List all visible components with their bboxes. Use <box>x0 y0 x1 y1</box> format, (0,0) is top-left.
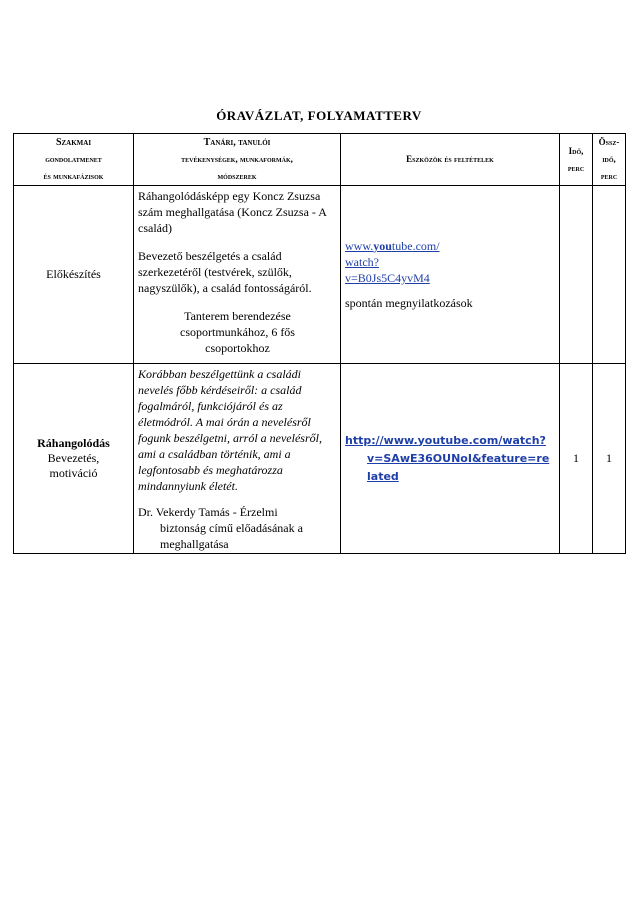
activity-text: Dr. Vekerdy Tamás - Érzelmi <box>138 505 278 519</box>
tools-note: spontán megnyilatkozások <box>345 296 473 310</box>
header-activities <box>134 134 341 186</box>
phase-cell <box>14 364 134 554</box>
header-time-line1: Idő, <box>568 145 584 156</box>
activity-text: meghallgatása <box>160 537 229 551</box>
youtube-link[interactable]: www.youtube.com/ watch? v=B0Js5C4yvM4 <box>345 239 440 285</box>
header-phases-line3: és munkafázisok <box>43 171 104 181</box>
phase-label: Ráhangolódás <box>37 436 110 450</box>
total-time-cell <box>593 186 626 364</box>
header-phases-line1: Szakmai <box>55 137 92 148</box>
activity-text: Ráhangolódásképp egy Koncz Zsuzsa szám meghallgatása (Koncz Zsuzsa - A család) <box>138 189 327 235</box>
header-activities-line3: módszerek <box>217 171 257 181</box>
header-total-line2: idő, <box>602 154 616 164</box>
header-activities-line1: Tanári, tanulói <box>203 137 271 148</box>
header-phases <box>14 134 134 186</box>
phase-sublabel: motiváció <box>49 466 98 480</box>
tools-cell <box>341 186 560 364</box>
youtube-link[interactable]: http://www.youtube.com/watch? v=SAwE36OUNoI&feature=re lated <box>345 433 550 483</box>
activity-cell <box>134 186 341 364</box>
header-total-line3: perc <box>600 171 618 181</box>
activity-text: biztonság című előadásának a <box>160 521 303 535</box>
tools-cell <box>341 364 560 554</box>
header-phases-line2: gondolatmenet <box>45 154 102 164</box>
phase-sublabel: Bevezetés, <box>47 451 100 465</box>
time-cell <box>560 186 593 364</box>
header-time <box>560 134 593 186</box>
header-total-time <box>593 134 626 186</box>
phase-cell <box>14 186 134 364</box>
header-time-line2: perc <box>567 162 585 173</box>
total-time-cell: 1 <box>593 364 626 554</box>
phase-label: Előkészítés <box>46 267 101 281</box>
lesson-plan-table <box>13 133 626 554</box>
activity-text: Bevezető beszélgetés a család szerkezetéről (testvérek, szülők, nagyszülők), a család fontosságáról. <box>138 249 312 295</box>
table-row <box>14 186 626 364</box>
activity-text: Korábban beszélgettünk a családi nevelés főbb kérdéseiről: a család fogalmáról, funkciójáról és az életmódról. A mai órán a nevelésről fogunk beszélgetni, arról a nevelésről, ami a családban történik, ami a legfontosabb és meghatározza mindannyiunk életét. <box>138 367 322 493</box>
page-title: ÓRAVÁZLAT, FOLYAMATTERV <box>216 108 422 123</box>
activity-cell <box>134 364 341 554</box>
activity-text: Tanterem berendezése csoportmunkához, 6 fős csoportokhoz <box>180 309 295 355</box>
header-total-line1: Össz- <box>598 137 620 147</box>
header-tools <box>341 134 560 186</box>
header-row <box>14 134 626 186</box>
header-tools-text: Eszközök és feltételek <box>406 154 494 164</box>
table-row <box>14 364 626 554</box>
header-activities-line2: tevékenységek, munkaformák, <box>181 154 293 164</box>
time-cell: 1 <box>560 364 593 554</box>
